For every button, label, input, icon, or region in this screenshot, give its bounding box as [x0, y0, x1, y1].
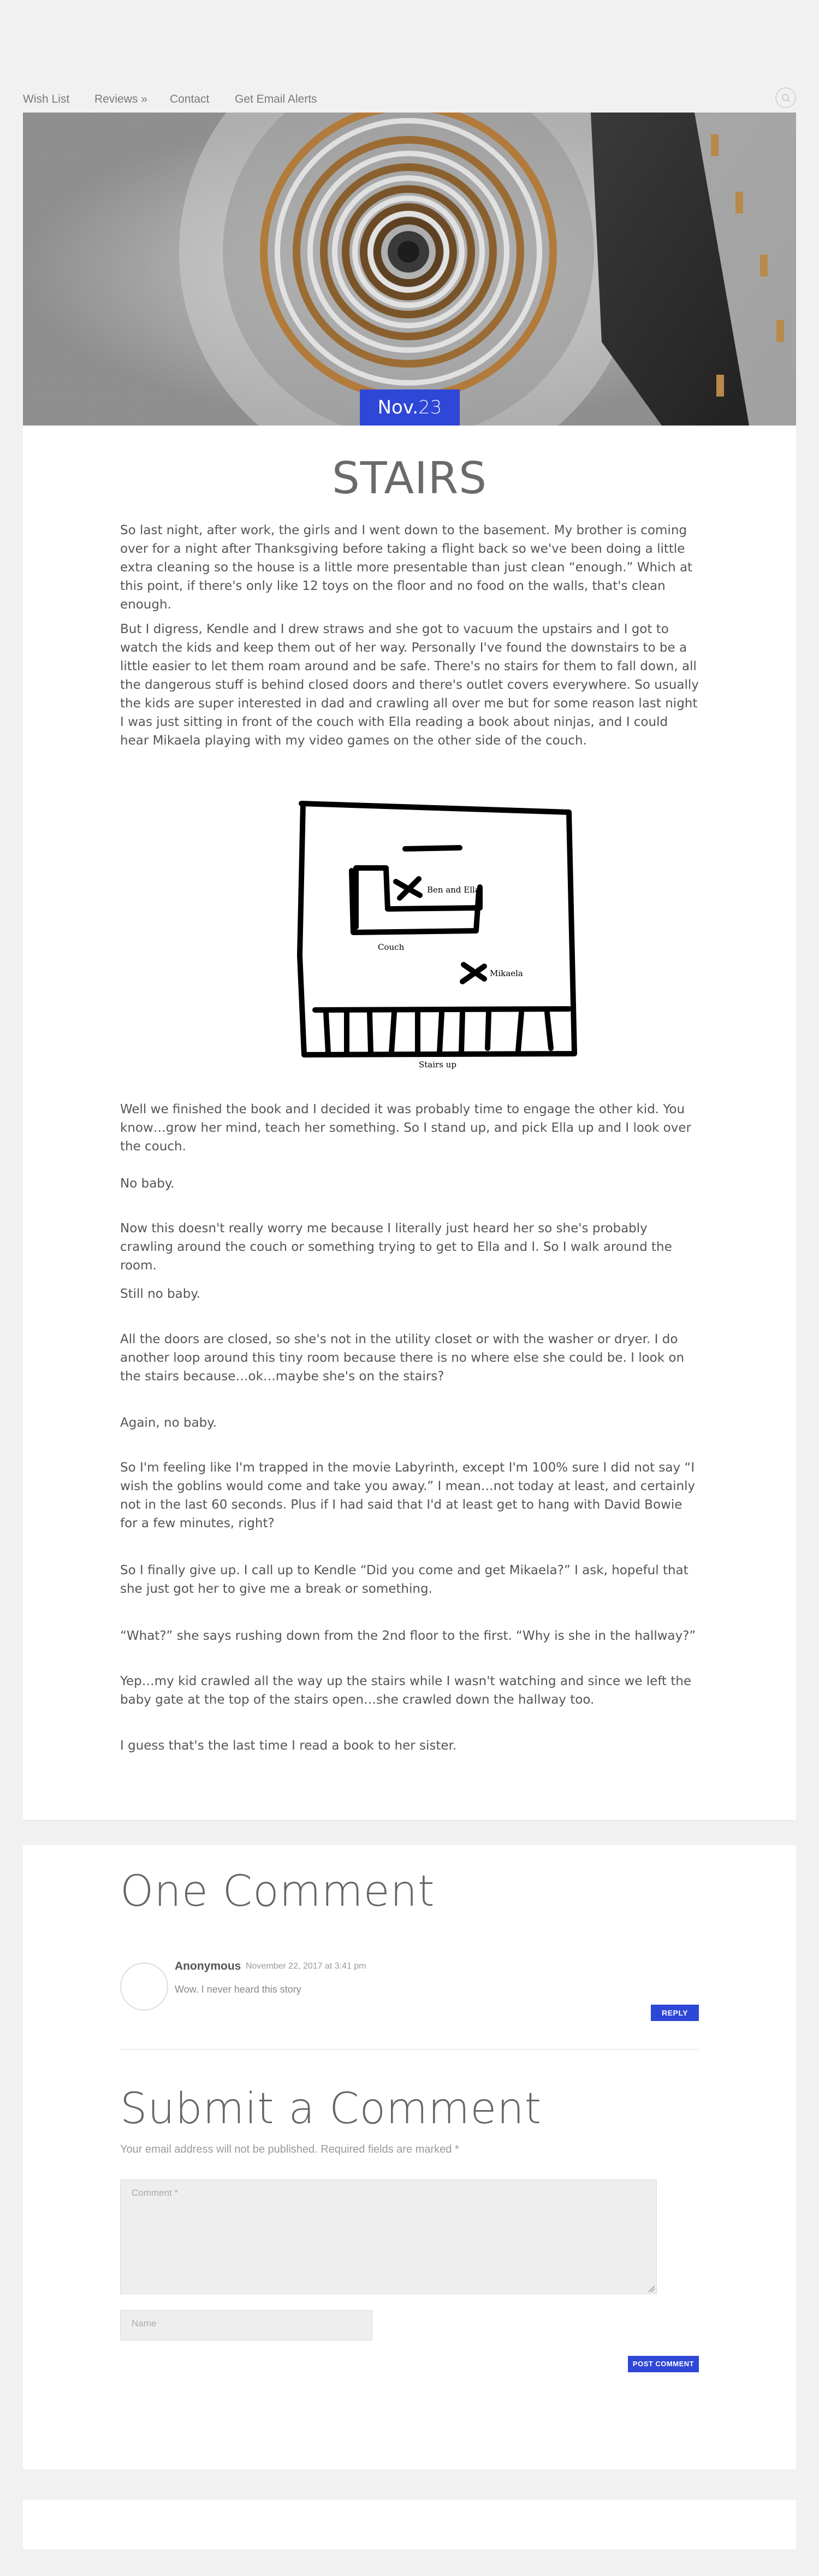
paragraph: But I digress, Kendle and I drew straws and she got to vacuum the upstairs and I got to watch the kids and keep them out of her way. Personally I've found the downstairs to be a little easier to let them roam around and be safe. There's no stairs for them to fall down, all the dangerous stuff is behind closed doors and there's outlet covers everywhere. So usually the kids are super interested in dad and crawling all over me but for some reason last night I was just sitting in front of the couch with Ella reading a book about ninjas, and I could hear Mikaela playing with my video games on the other side of the couch. — [120, 622, 699, 748]
comments-card — [23, 1845, 796, 2469]
post-comment-button[interactable]: POST COMMENT — [628, 2356, 699, 2372]
comments-heading: One Comment — [120, 1867, 435, 1916]
sketch-label-couch: Couch — [378, 942, 405, 952]
divider — [120, 2049, 699, 2050]
paragraph: I guess that's the last time I read a book to her sister. — [120, 1739, 457, 1753]
hero-image — [23, 113, 796, 426]
name-field[interactable] — [120, 2310, 372, 2341]
paragraph: Well we finished the book and I decided it was probably time to engage the other kid. You know…grow her mind, teach her something. So I stand up, and pick Ella up and I look over the couch. — [120, 1102, 691, 1154]
search-button[interactable] — [775, 87, 796, 108]
paragraph: Yep…my kid crawled all the way up the stairs while I wasn't watching and since we left the baby gate at the top of the stairs open…she crawled down the hallway too. — [120, 1674, 692, 1707]
paragraph: Now this doesn't really worry me because I literally just heard her so she's probably crawling around the couch or something trying to get to Ella and I. So I walk around the room. — [120, 1221, 672, 1273]
paragraph: Again, no baby. — [120, 1416, 217, 1430]
resize-handle-icon[interactable] — [648, 2285, 655, 2293]
name-placeholder: Name — [132, 2318, 157, 2329]
basement-sketch — [271, 791, 599, 1076]
nav-contact[interactable]: Contact — [170, 93, 210, 105]
submit-comment-heading: Submit a Comment — [120, 2084, 542, 2134]
search-icon — [781, 93, 791, 103]
nav-reviews[interactable]: Reviews » — [94, 93, 147, 105]
avatar — [120, 1963, 168, 2011]
reply-button[interactable]: REPLY — [651, 2005, 699, 2021]
comment-date: November 22, 2017 at 3:41 pm — [246, 1961, 366, 1971]
paragraph: So last night, after work, the girls and I went down to the basement. My brother is coming over for a night after Thanksgiving before taking a flight back so we've been doing a little extra cleaning so the house is a little more presentable than just clean “enough.” Which at this point, if there's only like 12 toys on the floor and no food on the walls, that's clean enough. — [120, 523, 693, 612]
nav-get-email-alerts[interactable]: Get Email Alerts — [235, 93, 317, 105]
comment-textarea[interactable] — [120, 2179, 657, 2294]
paragraph: So I'm feeling like I'm trapped in the movie Labyrinth, except I'm 100% sure I did not say “I wish the goblins would come and take you away.” I mean…not today at least, and certainly not in the last 60 seconds. Plus if I had said that I'd at least get to hang with David Bowie for a few minutes, right? — [120, 1461, 696, 1531]
paragraph: No baby. — [120, 1177, 175, 1191]
sketch-label-ben-ella: Ben and Ella — [427, 885, 480, 895]
footer-card — [23, 2500, 796, 2549]
comment-text: Wow. I never heard this story — [175, 1984, 301, 1995]
form-note: Your email address will not be published. Required fields are marked * — [120, 2143, 459, 2155]
post-title: STAIRS — [331, 453, 488, 504]
spiral-staircase-image — [23, 113, 796, 426]
sketch-label-stairs: Stairs up — [419, 1060, 456, 1070]
top-navigation — [23, 87, 796, 111]
article-card — [23, 426, 796, 1821]
comment-placeholder: Comment * — [132, 2188, 179, 2198]
sketch-label-mikaela: Mikaela — [490, 968, 523, 978]
post-date-badge — [360, 389, 460, 426]
paragraph: So I finally give up. I call up to Kendle “Did you come and get Mikaela?” I ask, hopeful that she just got her to give me a break or something. — [120, 1563, 689, 1596]
date-day: 23 — [418, 397, 442, 418]
paragraph: Still no baby. — [120, 1287, 200, 1301]
paragraph: All the doors are closed, so she's not in the utility closet or with the washer or dryer. I do another loop around this tiny room because there is no where else she could be. I look on the stairs because…ok…maybe she's on the stairs? — [120, 1332, 685, 1384]
comment-author: Anonymous — [175, 1960, 241, 1972]
nav-wish-list[interactable]: Wish List — [23, 93, 70, 105]
paragraph: “What?” she says rushing down from the 2nd floor to the first. “Why is she in the hallway?” — [120, 1629, 696, 1643]
date-month: Nov. — [377, 397, 419, 418]
